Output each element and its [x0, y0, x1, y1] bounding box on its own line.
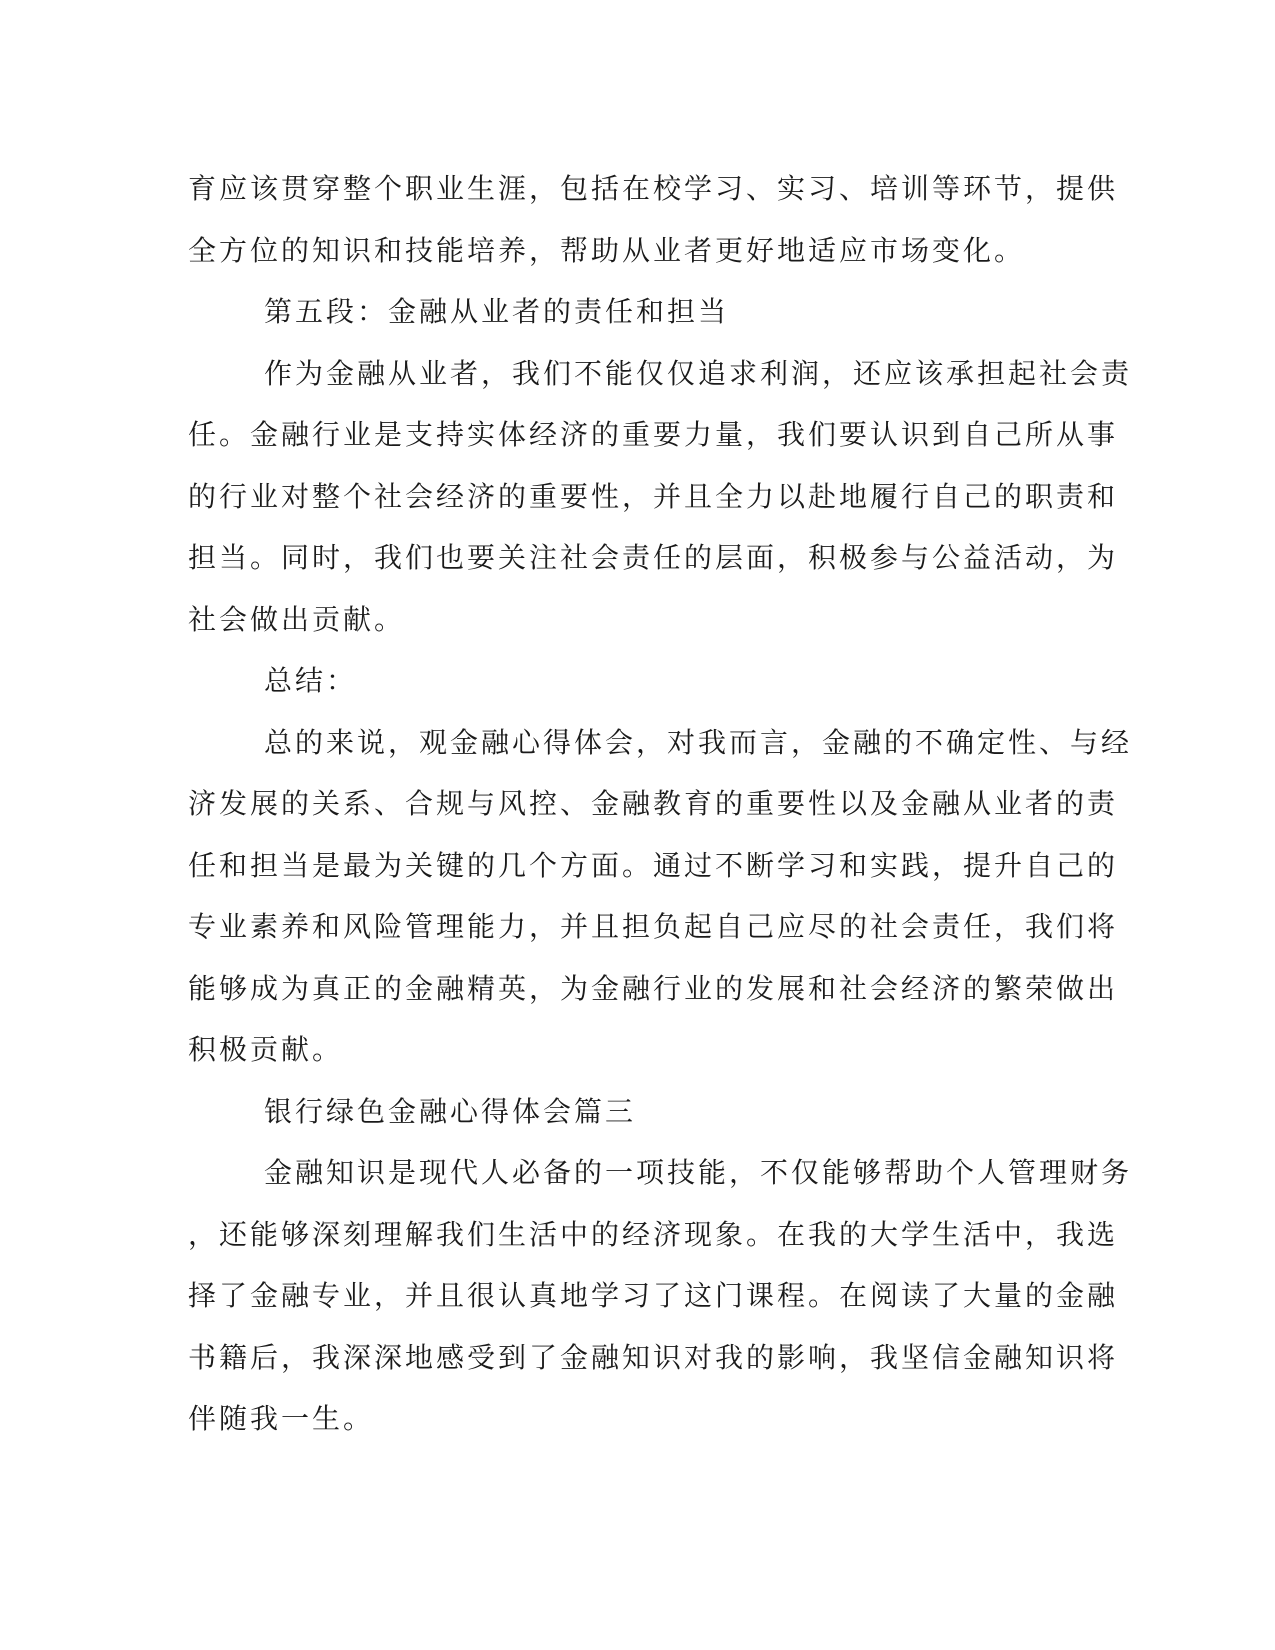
paragraph-line: 育应该贯穿整个职业生涯，包括在校学习、实习、培训等环节，提供: [188, 172, 1119, 205]
paragraph-line: ，还能够深刻理解我们生活中的经济现象。在我的大学生活中，我选: [188, 1217, 1119, 1251]
paragraph-line: 总的来说，观金融心得体会，对我而言，金融的不确定性、与经: [264, 725, 1133, 759]
paragraph-line: 担当。同时，我们也要关注社会责任的层面，积极参与公益活动，为: [188, 541, 1119, 574]
paragraph-line: 专业素养和风险管理能力，并且担负起自己应尽的社会责任，我们将: [188, 910, 1119, 943]
paragraph-line: 金融知识是现代人必备的一项技能，不仅能够帮助个人管理财务: [264, 1156, 1133, 1189]
document-body: [188, 158, 1133, 1450]
paragraph-line: 任。金融行业是支持实体经济的重要力量，我们要认识到自己所从事: [188, 418, 1119, 451]
paragraph-line: 作为金融从业者，我们不能仅仅追求利润，还应该承担起社会责: [264, 356, 1133, 390]
section-heading: 总结：: [264, 664, 358, 697]
paragraph-line: 书籍后，我深深地感受到了金融知识对我的影响，我坚信金融知识将: [188, 1340, 1119, 1374]
section-heading: 银行绿色金融心得体会篇三: [264, 1094, 637, 1128]
paragraph-line: 积极贡献。: [188, 1033, 344, 1066]
paragraph-line: 的行业对整个社会经济的重要性，并且全力以赴地履行自己的职责和: [188, 479, 1119, 513]
paragraph-line: 择了金融专业，并且很认真地学习了这门课程。在阅读了大量的金融: [188, 1279, 1119, 1312]
section-heading: 第五段：金融从业者的责任和担当: [264, 295, 730, 328]
paragraph-line: 能够成为真正的金融精英，为金融行业的发展和社会经济的繁荣做出: [188, 971, 1119, 1005]
paragraph-line: 济发展的关系、合规与风控、金融教育的重要性以及金融从业者的责: [188, 787, 1119, 820]
paragraph-line: 全方位的知识和技能培养，帮助从业者更好地适应市场变化。: [188, 233, 1026, 267]
paragraph-line: 伴随我一生。: [188, 1402, 375, 1435]
paragraph-line: 社会做出贡献。: [188, 602, 406, 636]
paragraph-line: 任和担当是最为关键的几个方面。通过不断学习和实践，提升自己的: [188, 848, 1119, 882]
